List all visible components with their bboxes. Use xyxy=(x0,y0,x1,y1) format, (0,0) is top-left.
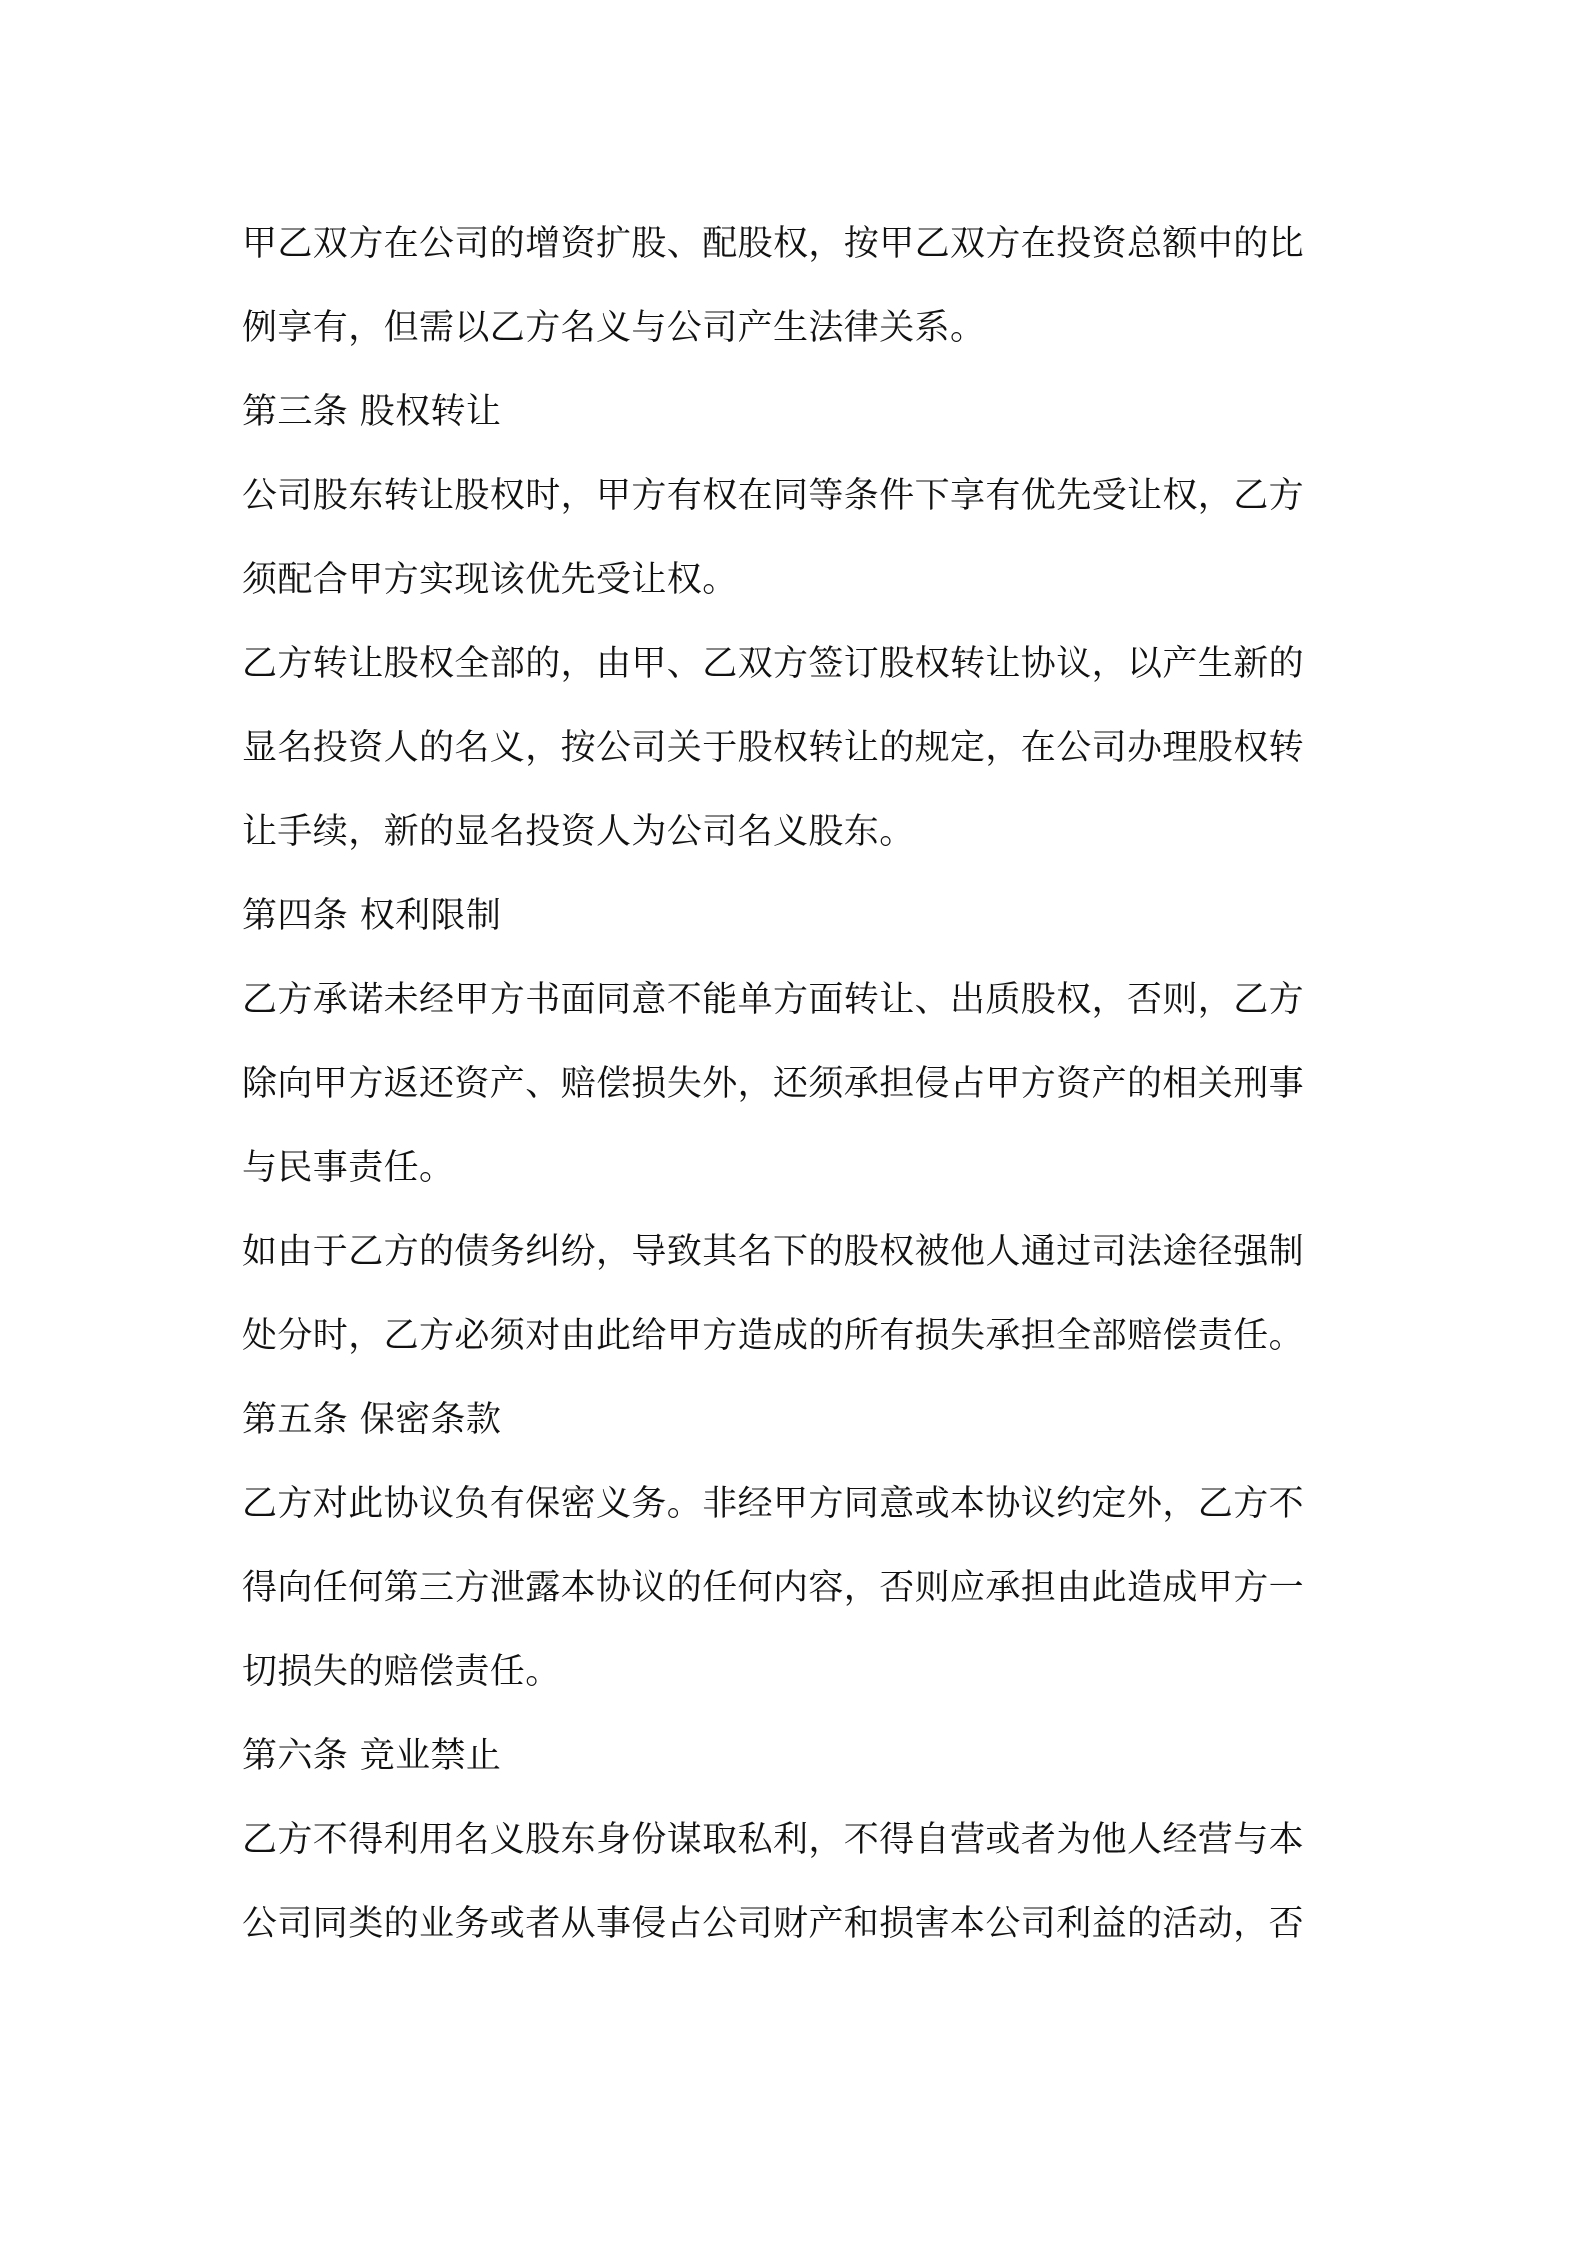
text-line: 乙方转让股权全部的，由甲、乙双方签订股权转让协议，以产生新的 xyxy=(242,644,1305,684)
article-4-heading xyxy=(242,874,1358,958)
text-line: 甲乙双方在公司的增资扩股、配股权，按甲乙双方在投资总额中的比 xyxy=(242,224,1305,264)
text-line: 乙方承诺未经甲方书面同意不能单方面转让、出质股权，否则，乙方 xyxy=(242,980,1305,1020)
paragraph-pledge-restriction xyxy=(242,958,1358,1210)
text-line: 公司股东转让股权时，甲方有权在同等条件下享有优先受让权，乙方 xyxy=(242,476,1305,516)
paragraph-preemptive-right xyxy=(242,454,1358,622)
text-line: 显名投资人的名义，按公司关于股权转让的规定，在公司办理股权转 xyxy=(242,728,1305,768)
article-5-heading xyxy=(242,1378,1358,1462)
text-line: 乙方对此协议负有保密义务。非经甲方同意或本协议约定外，乙方不 xyxy=(242,1484,1305,1524)
heading-text: 第三条 股权转让 xyxy=(242,392,502,432)
text-line: 除向甲方返还资产、赔偿损失外，还须承担侵占甲方资产的相关刑事 xyxy=(242,1064,1305,1104)
paragraph-transfer-procedure xyxy=(242,622,1358,874)
heading-text: 第四条 权利限制 xyxy=(242,896,502,936)
paragraph-confidentiality xyxy=(242,1462,1358,1714)
paragraph-non-compete xyxy=(242,1798,1358,1966)
text-line: 与民事责任。 xyxy=(242,1148,455,1188)
text-line: 处分时，乙方必须对由此给甲方造成的所有损失承担全部赔偿责任。 xyxy=(242,1316,1305,1356)
text-line: 让手续，新的显名投资人为公司名义股东。 xyxy=(242,812,915,852)
text-line: 须配合甲方实现该优先受让权。 xyxy=(242,560,738,600)
text-line: 例享有，但需以乙方名义与公司产生法律关系。 xyxy=(242,308,986,348)
heading-text: 第六条 竞业禁止 xyxy=(242,1736,502,1776)
paragraph-debt-dispute xyxy=(242,1210,1358,1378)
text-line: 公司同类的业务或者从事侵占公司财产和损害本公司利益的活动，否 xyxy=(242,1904,1305,1944)
article-3-heading xyxy=(242,370,1358,454)
text-line: 得向任何第三方泄露本协议的任何内容，否则应承担由此造成甲方一 xyxy=(242,1568,1305,1608)
text-line: 切损失的赔偿责任。 xyxy=(242,1652,561,1692)
paragraph-capital-increase xyxy=(242,202,1358,370)
heading-text: 第五条 保密条款 xyxy=(242,1400,502,1440)
text-line: 乙方不得利用名义股东身份谋取私利，不得自营或者为他人经营与本 xyxy=(242,1820,1305,1860)
article-6-heading xyxy=(242,1714,1358,1798)
text-line: 如由于乙方的债务纠纷，导致其名下的股权被他人通过司法途径强制 xyxy=(242,1232,1305,1272)
document-body xyxy=(242,202,1358,1966)
